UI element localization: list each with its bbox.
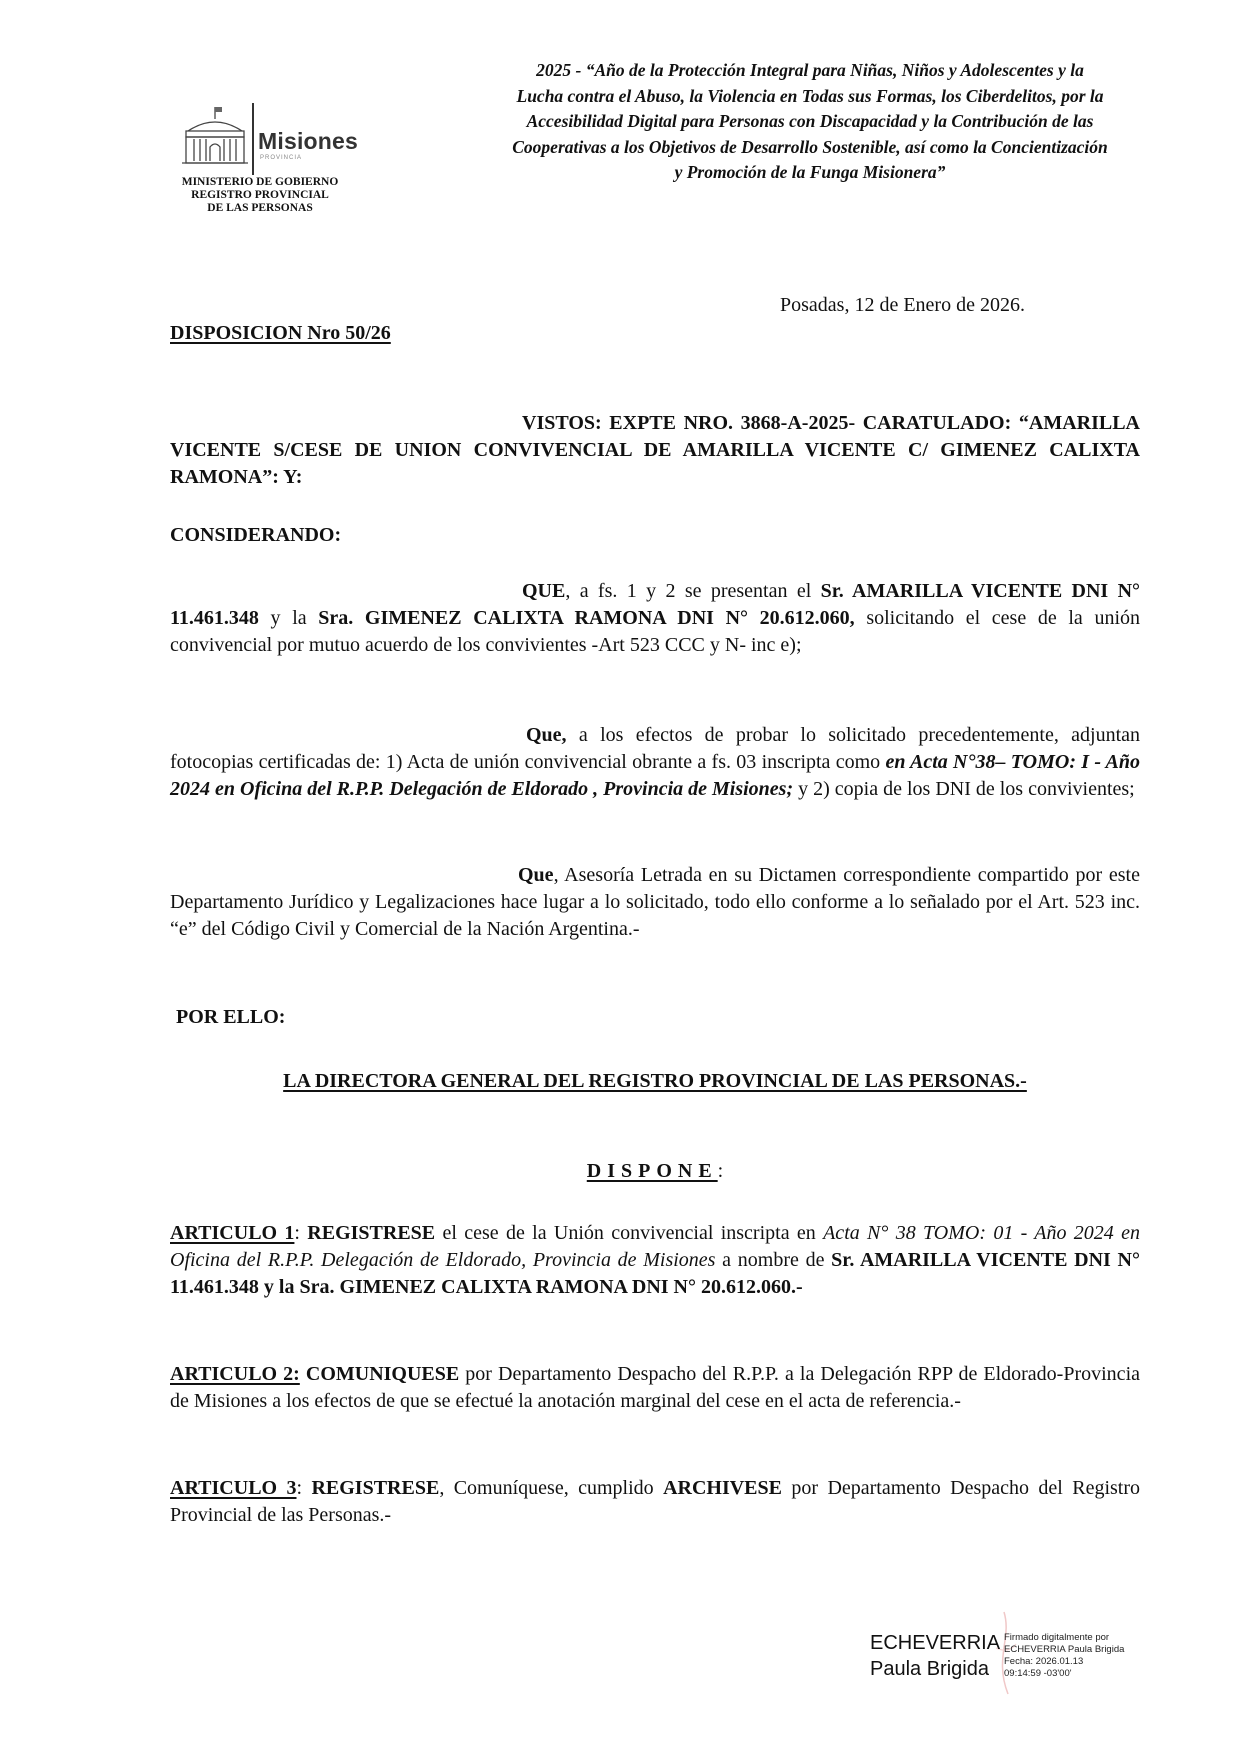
dispone-colon: : [717, 1160, 724, 1182]
motto-line: Lucha contra el Abuso, la Violencia en Todas sus Formas, los Ciberdelitos, por la [516, 85, 1104, 106]
place-date: Posadas, 12 de Enero de 2026. [780, 294, 1025, 316]
que-lead: QUE [522, 580, 566, 602]
motto-line: Cooperativas a los Objetivos de Desarrollo Sostenible, así como la Concientización [512, 136, 1108, 157]
archivese-keyword: ARCHIVESE [663, 1477, 782, 1499]
articulo-3 [170, 1475, 1140, 1529]
articulo-2-label: ARTICULO 2: [170, 1363, 300, 1385]
disposition-title: DISPOSICION Nro 50/26 [170, 322, 391, 344]
signature-metadata [1004, 1632, 1124, 1680]
que-lead: Que, [526, 724, 567, 746]
separator: : [294, 1222, 308, 1244]
articulo-3-label: ARTICULO 3 [170, 1477, 297, 1499]
considerando-paragraph-2 [170, 722, 1140, 803]
paragraph-text: solicitando el cese de la unión convivencial por mutuo acuerdo de los convivientes -Art 523 CCC y N- inc e); [170, 607, 1141, 656]
signature-meta-line: 09:14:59 -03'00' [1004, 1668, 1072, 1679]
signature-meta-line: ECHEVERRIA Paula Brigida [1004, 1644, 1125, 1655]
logo-divider [252, 103, 254, 175]
paragraph-text: el cese de la Unión convivencial inscripta en [435, 1222, 824, 1244]
articulo-2 [170, 1361, 1140, 1415]
motto-line: y Promoción de la Funga Misionera” [674, 162, 946, 182]
signature-meta-line: Firmado digitalmente por [1004, 1632, 1110, 1643]
vistos-body: “AMARILLA VICENTE S/CESE DE UNION CONVIVENCIAL DE AMARILLA VICENTE C/ GIMENEZ CALIXTA RAMONA”: Y: [170, 412, 1141, 488]
logo-text: Misiones [258, 128, 359, 154]
motto-line: 2025 - “Año de la Protección Integral para Niñas, Niños y Adolescentes y la [536, 60, 1084, 80]
considerando-paragraph-1 [170, 578, 1140, 659]
considerando-paragraph-3 [170, 862, 1140, 943]
directora-text: LA DIRECTORA GENERAL DEL REGISTRO PROVINCIAL DE LAS PERSONAS.- [283, 1070, 1027, 1092]
ministry-line: REGISTRO PROVINCIAL [191, 189, 329, 201]
por-ello-heading: POR ELLO: [176, 1006, 286, 1028]
signer-surname: ECHEVERRIA [870, 1632, 1001, 1654]
ministry-line: DE LAS PERSONAS [207, 202, 313, 214]
paragraph-text: y 2) copia de los DNI de los convivientes; [793, 778, 1135, 800]
person-2-id: Sra. GIMENEZ CALIXTA RAMONA DNI N° 20.612.060, [318, 607, 855, 629]
paragraph-text: , Comuníquese, cumplido [439, 1477, 664, 1499]
paragraph-text: , a fs. 1 y 2 se presentan el [565, 580, 821, 602]
year-motto [460, 58, 1160, 186]
considerando-heading: CONSIDERANDO: [170, 524, 342, 546]
dispone-text: DISPONE [586, 1160, 718, 1182]
paragraph-text: por Departamento Despacho del R.P.P. a la Delegación RPP de Eldorado-Provincia de Misiones a los efectos de que se efectué la anotación marginal del cese en el acta de referencia.- [170, 1363, 1140, 1412]
registrese-keyword: REGISTRESE [307, 1222, 436, 1244]
persons-ids: Sr. AMARILLA VICENTE DNI N° 11.461.348 y la Sra. GIMENEZ CALIXTA RAMONA DNI N° 20.612.060.- [170, 1249, 1140, 1298]
articulo-1 [170, 1220, 1140, 1301]
vistos-paragraph [170, 410, 1140, 491]
signer-given-name: Paula Brigida [870, 1658, 989, 1680]
dispone-heading [170, 1160, 1140, 1183]
ministry-line: MINISTERIO DE GOBIERNO [181, 176, 339, 188]
signer-name [870, 1630, 1000, 1682]
que-lead: Que [518, 864, 554, 886]
paragraph-text: por Departamento Despacho del Registro Provincial de las Personas.- [170, 1477, 1140, 1526]
acta-reference: Acta N° 38 TOMO: 01 - Año 2024 en Oficina del R.P.P. Delegación de Eldorado, Provincia de Misiones [170, 1222, 1140, 1271]
signature-meta-line: Fecha: 2026.01.13 [1004, 1656, 1084, 1667]
person-1-id: Sr. AMARILLA VICENTE DNI N° 11.461.348 [170, 580, 1141, 629]
separator: : [296, 1477, 312, 1499]
directora-heading [170, 1068, 1140, 1095]
logo-subtext: PROVINCIA [260, 155, 303, 161]
acta-reference: en Acta N°38– TOMO: I - Año 2024 en Oficina del R.P.P. Delegación de Eldorado , Provincia de Misiones; [170, 751, 1141, 800]
paragraph-text: a los efectos de probar lo solicitado precedentemente, adjuntan fotocopias certificadas de: 1) Acta de unión convivencial obrante a fs. 03 inscripta como [170, 724, 1140, 773]
registrese-keyword: REGISTRESE [311, 1477, 440, 1499]
ministry-heading [160, 176, 360, 215]
paragraph-text: a nombre de [715, 1249, 832, 1271]
motto-line: Accesibilidad Digital para Personas con Discapacidad y la Contribución de las [526, 111, 1094, 131]
comuniquese-keyword: COMUNIQUESE [299, 1363, 460, 1385]
paragraph-text: y la [258, 607, 319, 629]
paragraph-text: , Asesoría Letrada en su Dictamen correspondiente compartido por este Departamento Jurídico y Legalizaciones hace lugar a lo solicitado, todo ello conforme a lo señalado por el Art. 523 inc. “e” del Código Civil y Comercial de la Nación Argentina.- [170, 864, 1140, 940]
government-building-logo-icon [180, 103, 250, 171]
articulo-1-label: ARTICULO 1 [170, 1222, 295, 1244]
vistos-lead: VISTOS: EXPTE NRO. 3868-A-2025- CARATULADO: [522, 412, 1012, 434]
